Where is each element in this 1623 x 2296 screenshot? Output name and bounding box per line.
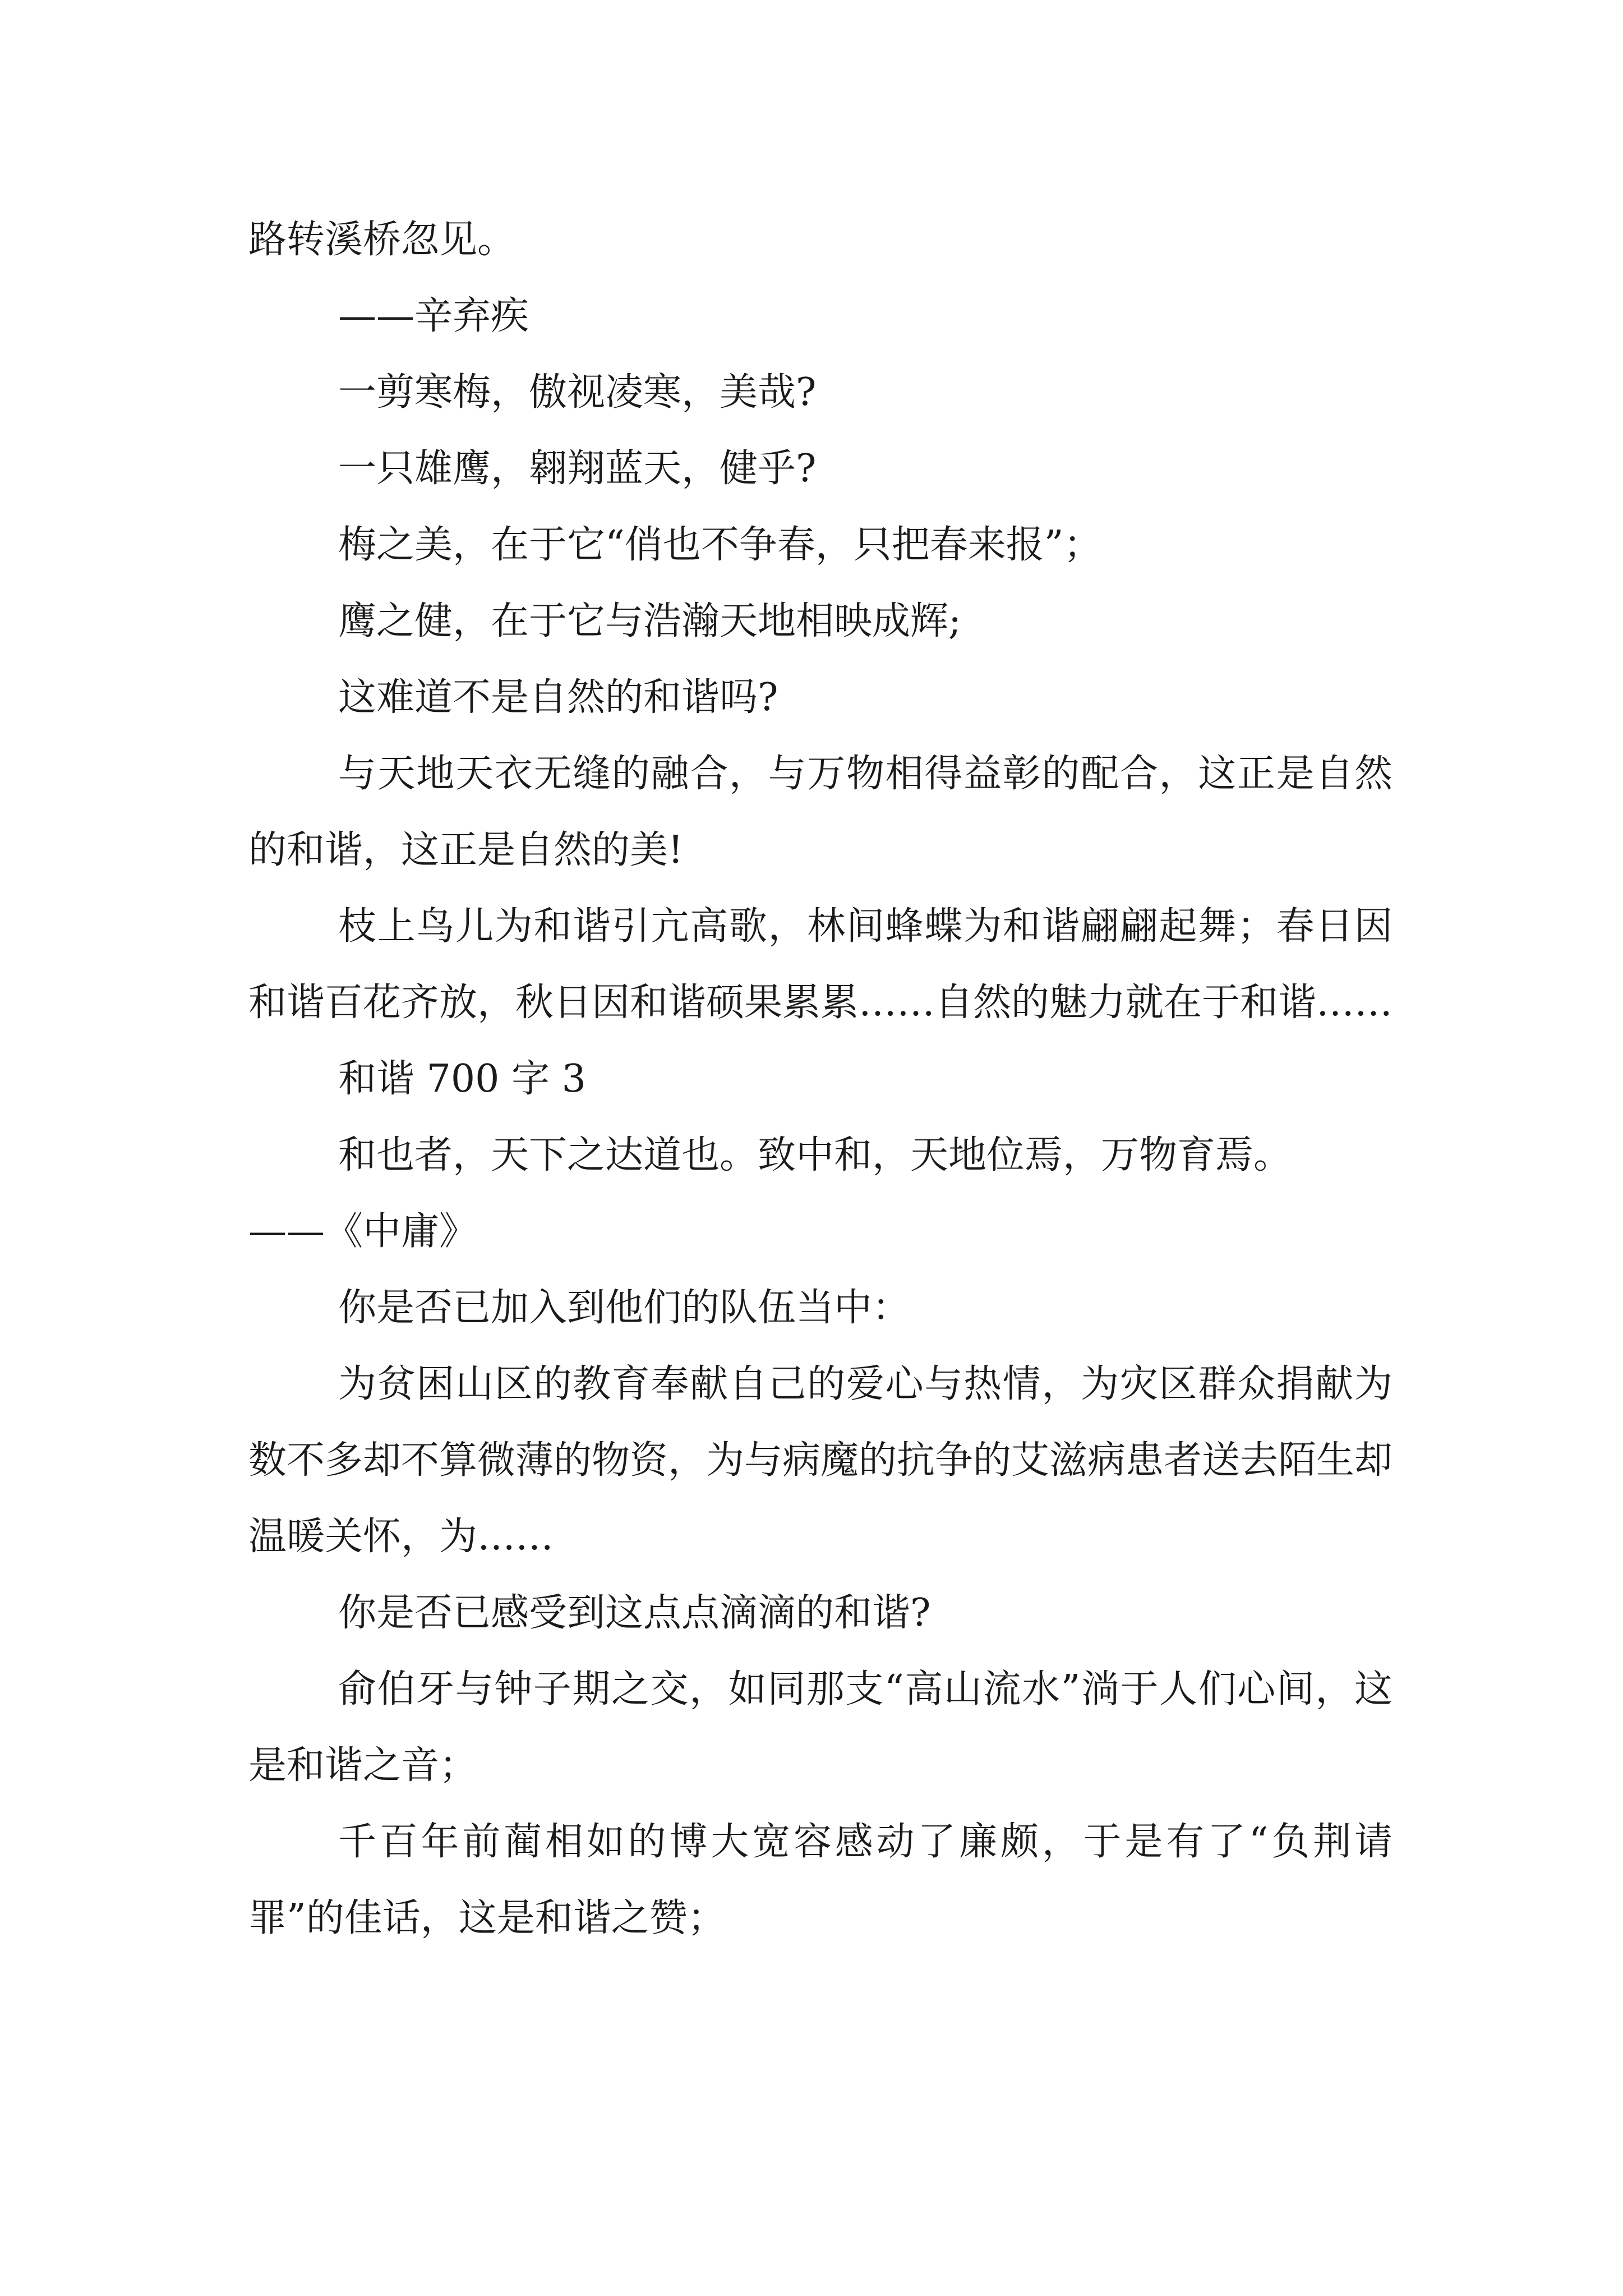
paragraph-13: 你是否已加入到他们的队伍当中： xyxy=(338,1286,911,1330)
paragraph-2: ——辛弃疾 xyxy=(338,294,529,338)
paragraph-15: 你是否已感受到这点点滴滴的和谐? xyxy=(338,1591,931,1635)
paragraph-3: 一剪寒梅，傲视凌寒，美哉? xyxy=(338,370,817,415)
body-text xyxy=(248,202,1393,1957)
paragraph-4: 一只雄鹰，翱翔蓝天，健乎? xyxy=(338,447,817,491)
paragraph-6: 鹰之健，在于它与浩瀚天地相映成辉; xyxy=(338,599,961,643)
paragraph-1: 路转溪桥忽见。 xyxy=(248,218,516,262)
paragraph-12: ——《中庸》 xyxy=(248,1209,478,1254)
paragraph-8: 与天地天衣无缝的融合，与万物相得益彰的配合，这正是自然的和谐，这正是自然的美! xyxy=(248,752,1393,872)
paragraph-5: 梅之美，在于它“俏也不争春，只把春来报”； xyxy=(338,523,1102,567)
section-heading: 和谐 700 字 3 xyxy=(338,1057,586,1101)
paragraph-16: 俞伯牙与钟子期之交，如同那支“高山流水”淌于人们心间，这是和谐之音； xyxy=(248,1667,1393,1788)
paragraph-7: 这难道不是自然的和谐吗? xyxy=(338,675,778,720)
paragraph-17: 千百年前蔺相如的博大宽容感动了廉颇，于是有了“负荆请罪”的佳话，这是和谐之赞； xyxy=(248,1820,1393,1940)
paragraph-14: 为贫困山区的教育奉献自己的爱心与热情，为灾区群众捐献为数不多却不算微薄的物资，为与病魔的抗争的艾滋病患者送去陌生却温暖关怀，为…… xyxy=(248,1362,1393,1559)
paragraph-9: 枝上鸟儿为和谐引亢高歌，林间蜂蝶为和谐翩翩起舞；春日因和谐百花齐放，秋日因和谐硕果累累……自然的魅力就在于和谐…… xyxy=(248,904,1393,1025)
paragraph-11: 和也者，天下之达道也。致中和，天地位焉，万物育焉。 xyxy=(338,1133,1292,1177)
